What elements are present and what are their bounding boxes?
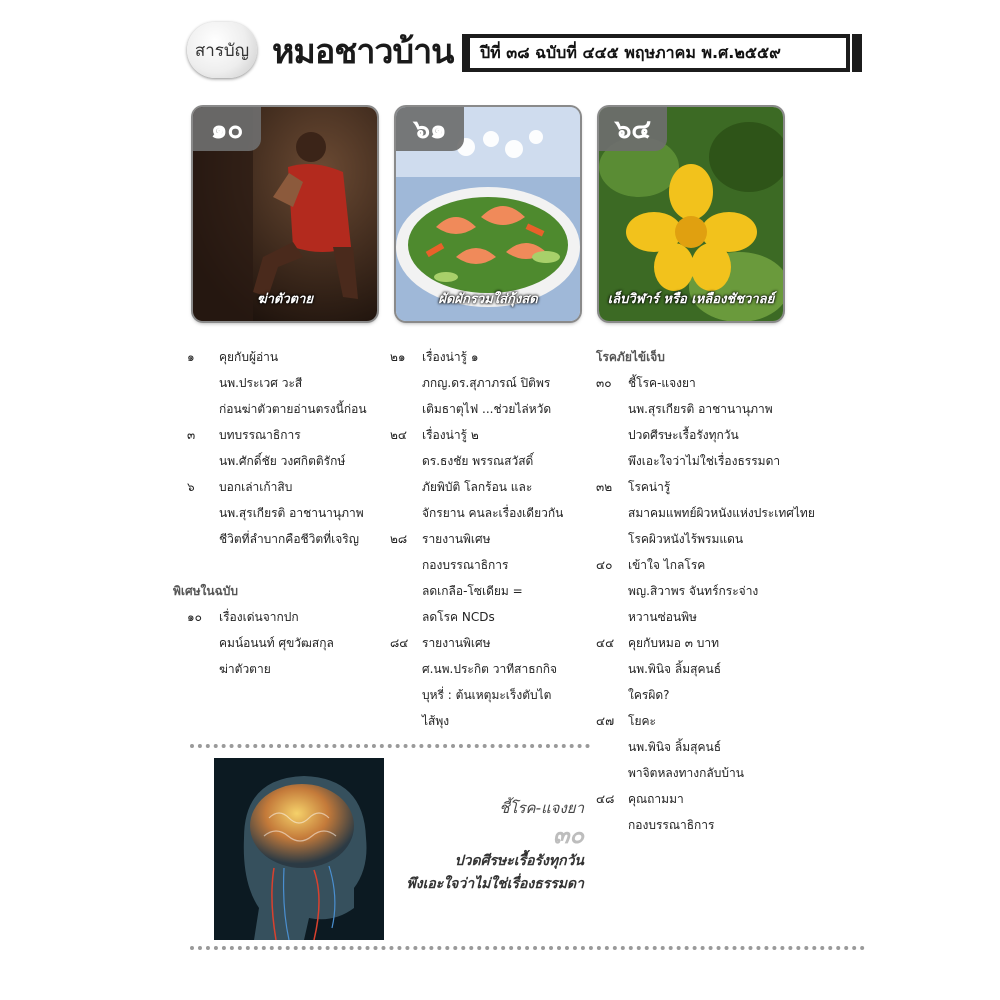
- entry-line: โรคผิวหนังไร้พรมแดน: [628, 532, 744, 546]
- feature-number: ๖๑: [396, 107, 464, 151]
- feature-number: ๑๐: [193, 107, 261, 151]
- entry-title: คุยกับผู้อ่าน: [219, 350, 279, 364]
- head-brain-illustration[interactable]: [214, 758, 384, 940]
- entry-title: รายงานพิเศษ: [422, 636, 491, 650]
- page-number: ๓: [187, 428, 196, 442]
- toc-column-3: [596, 344, 816, 838]
- toc-entry[interactable]: [187, 474, 387, 552]
- entry-line: สมาคมแพทย์ผิวหนังแห่งประเทศไทย: [628, 506, 815, 520]
- toc-entry[interactable]: [390, 344, 595, 422]
- entry-title: คุยกับหมอ ๓ บาท: [628, 636, 720, 650]
- toc-column-1: [173, 344, 387, 682]
- page-number: ๔๔: [596, 636, 615, 650]
- feature-caption: ฆ่าตัวตาย: [256, 292, 314, 307]
- toc-entry[interactable]: [187, 604, 387, 682]
- page-number: ๘๔: [390, 636, 409, 650]
- issue-bar: [462, 34, 850, 72]
- toc-label: สารบัญ: [194, 40, 250, 61]
- entry-title: บทบรรณาธิการ: [219, 428, 301, 442]
- entry-line: บุหรี่ : ต้นเหตุมะเร็งตับไต: [422, 688, 552, 702]
- entry-line: พญ.สิวาพร จันทร์กระจ่าง: [628, 584, 759, 598]
- entry-line: ลดเกลือ-โซเดียม =: [422, 584, 523, 598]
- entry-title: เรื่องน่ารู้ ๑: [422, 350, 479, 364]
- toc-entry[interactable]: [596, 474, 816, 552]
- toc-entry[interactable]: [390, 630, 595, 734]
- entry-line: นพ.พินิจ ลิ้มสุคนธ์: [628, 740, 722, 754]
- entry-line: คมน์อนนท์ ศุขวัฒสกุล: [219, 636, 334, 650]
- entry-title: เรื่องน่ารู้ ๒: [422, 428, 479, 442]
- feature-number: ๖๔: [599, 107, 667, 151]
- page-number: ๒๘: [390, 532, 408, 546]
- entry-line: ปวดศีรษะเรื้อรังทุกวัน: [628, 428, 739, 442]
- toc-entry[interactable]: [596, 630, 816, 708]
- feature-caption: ผัดผักรวมใส่กุ้งสด: [438, 292, 538, 307]
- toc-entry[interactable]: [596, 552, 816, 630]
- entry-line: กองบรรณาธิการ: [422, 558, 509, 572]
- entry-title: โยคะ: [628, 714, 656, 728]
- entry-line: พึงเอะใจว่าไม่ใช่เรื่องธรรมดา: [628, 454, 781, 468]
- divider: [190, 744, 590, 748]
- promo-line-1: ปวดศีรษะเรื้อรังทุกวัน: [454, 853, 584, 869]
- toc-entry[interactable]: [390, 526, 595, 630]
- toc-entry[interactable]: [187, 344, 387, 422]
- promo-kicker: ชี้โรค-แจงยา: [499, 799, 584, 817]
- issue-info: ปีที่ ๓๘ ฉบับที่ ๔๔๕ พฤษภาคม พ.ศ.๒๕๕๙: [470, 38, 846, 68]
- entry-line: ก่อนฆ่าตัวตายอ่านตรงนี้ก่อน: [219, 402, 367, 416]
- entry-title: คุณถามมา: [628, 792, 684, 806]
- feature-caption: เล็บวิฬาร์ หรือ เหลืองชัชวาลย์: [607, 292, 775, 307]
- entry-title: ชี้โรค-แจงยา: [628, 376, 696, 390]
- entry-line: เติมธาตุไฟ ...ช่วยไล่หวัด: [422, 402, 552, 416]
- toc-entry[interactable]: [596, 786, 816, 838]
- entry-line: ใครผิด?: [628, 688, 670, 702]
- feature-card-3[interactable]: [599, 107, 783, 321]
- toc-entry[interactable]: [187, 422, 387, 474]
- page-number: ๓๒: [596, 480, 613, 494]
- entry-line: ภัยพิบัติ โลกร้อน และ: [422, 480, 533, 494]
- page-number: ๔๗: [596, 714, 615, 728]
- page-number: ๔๐: [596, 558, 613, 572]
- entry-line: นพ.สุรเกียรติ อาชานานุภาพ: [628, 402, 773, 416]
- section-heading: โรคภัยไข้เจ็บ: [596, 350, 665, 364]
- entry-title: เรื่องเด่นจากปก: [219, 610, 299, 624]
- page-number: ๖: [187, 480, 195, 494]
- magazine-title: หมอชาวบ้าน: [272, 32, 454, 72]
- page-number: ๓๐: [596, 376, 612, 390]
- head-brain-icon: [214, 758, 384, 940]
- divider: [190, 946, 865, 950]
- toc-entry[interactable]: [596, 708, 816, 786]
- entry-line: นพ.ศักดิ์ชัย วงศกิตติรักษ์: [219, 454, 346, 468]
- entry-title: โรคน่ารู้: [628, 480, 671, 494]
- entry-line: ฆ่าตัวตาย: [219, 662, 271, 676]
- page-number: ๑: [187, 350, 195, 364]
- promo-line-2: พึงเอะใจว่าไม่ใช่เรื่องธรรมดา: [406, 876, 584, 892]
- promo-page-number: ๓๐: [552, 821, 584, 849]
- entry-line: นพ.พินิจ ลิ้มสุคนธ์: [628, 662, 722, 676]
- toc-badge: [187, 22, 257, 78]
- entry-line: นพ.สุรเกียรติ อาชานานุภาพ: [219, 506, 364, 520]
- page-number: ๑๐: [187, 610, 202, 624]
- toc-entry[interactable]: [596, 370, 816, 474]
- entry-title: รายงานพิเศษ: [422, 532, 491, 546]
- entry-line: ลดโรค NCDs: [422, 610, 495, 624]
- toc-column-2: [390, 344, 595, 734]
- page-number: ๔๘: [596, 792, 615, 806]
- entry-line: ศ.นพ.ประกิต วาทีสาธกกิจ: [422, 662, 558, 676]
- entry-title: เข้าใจ ไกลโรค: [628, 558, 706, 572]
- entry-line: จักรยาน คนละเรื่องเดียวกัน: [422, 506, 564, 520]
- entry-line: พาจิตหลงทางกลับบ้าน: [628, 766, 744, 780]
- feature-card-1[interactable]: [193, 107, 377, 321]
- entry-line: ดร.ธงชัย พรรณสวัสดิ์: [422, 454, 534, 468]
- feature-card-2[interactable]: [396, 107, 580, 321]
- entry-title: บอกเล่าเก้าสิบ: [219, 480, 293, 494]
- entry-line: หวานซ่อนพิษ: [628, 610, 697, 624]
- toc-entry[interactable]: [390, 422, 595, 526]
- page-number: ๒๔: [390, 428, 407, 442]
- page-number: ๒๑: [390, 350, 406, 364]
- section-heading: พิเศษในฉบับ: [173, 584, 239, 598]
- entry-line: ไส้พุง: [422, 714, 450, 728]
- entry-line: กองบรรณาธิการ: [628, 818, 715, 832]
- entry-line: ชีวิตที่ลำบากคือชีวิตที่เจริญ: [219, 532, 359, 546]
- entry-line: นพ.ประเวศ วะสี: [219, 376, 303, 390]
- issue-bar-cap: [852, 34, 862, 72]
- entry-line: ภกญ.ดร.สุภาภรณ์ ปิติพร: [422, 376, 551, 390]
